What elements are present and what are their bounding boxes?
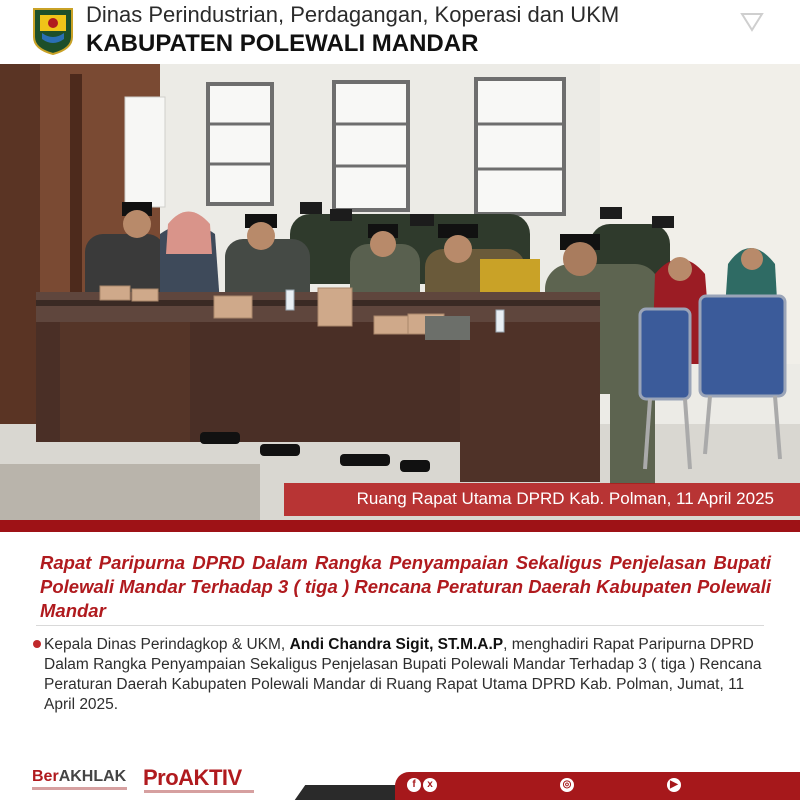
- org-name-line2: KABUPATEN POLEWALI MANDAR: [86, 30, 479, 57]
- bullet-icon: [33, 640, 41, 648]
- body-suffix: , menghadiri Rapat Paripurna DPRD Dalam Rangka Penyampaian Sekaligus Penjelasan Bupati Polewali Mandar Terhadap 3 ( tiga ) Rencana Peraturan Daerah Kabupaten Polewali Mandar di Ruang Rapat Utama DPRD Kab. Polman, Jumat, 11 April 2025.: [44, 636, 762, 713]
- social-media-bar: [395, 772, 800, 800]
- berakhlak-tagline: [32, 787, 127, 790]
- photo-caption: Ruang Rapat Utama DPRD Kab. Polman, 11 April 2025: [356, 489, 774, 508]
- berakhlak-logo-part1: Ber: [32, 768, 59, 785]
- body-official-name: Andi Chandra Sigit, ST.M.A.P: [289, 636, 504, 653]
- header: [0, 0, 800, 64]
- regency-emblem-logo: [32, 7, 74, 55]
- photo-caption-bar: [284, 483, 800, 516]
- youtube-icon[interactable]: ▶: [667, 778, 681, 792]
- proaktiv-tagline: [144, 790, 254, 793]
- berakhlak-logo: [32, 768, 126, 786]
- facebook-icon[interactable]: f: [407, 778, 421, 792]
- title-divider: [36, 625, 764, 626]
- footer: [0, 750, 800, 800]
- red-divider-strip: [0, 520, 800, 532]
- article-title: Rapat Paripurna DPRD Dalam Rangka Penyampaian Sekaligus Penjelasan Bupati Polewali Mandar Terhadap 3 ( tiga ) Rencana Peraturan Daerah Kabupaten Polewali Mandar: [40, 552, 771, 621]
- instagram-icon[interactable]: ◎: [560, 778, 574, 792]
- proaktiv-logo: ProAKTIV: [143, 765, 242, 790]
- body-prefix: Kepala Dinas Perindagkop & UKM,: [44, 636, 290, 653]
- x-icon[interactable]: x: [423, 778, 437, 792]
- event-photo: [0, 64, 800, 520]
- triangle-decoration-icon: [740, 12, 764, 32]
- article-body: [44, 635, 770, 715]
- org-name-line1: Dinas Perindustrian, Perdagangan, Koperasi dan UKM: [86, 2, 620, 27]
- berakhlak-logo-part2: AKHLAK: [58, 768, 127, 785]
